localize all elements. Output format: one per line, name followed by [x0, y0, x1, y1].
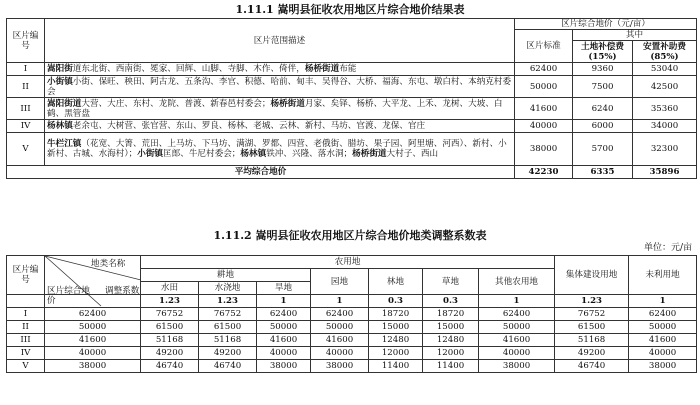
table-row — [7, 360, 697, 373]
t2-coef-blank — [7, 295, 45, 308]
t1-land-header — [573, 41, 633, 63]
zone-code: III — [7, 98, 45, 120]
resettlement-subsidy: 42500 — [633, 76, 697, 98]
zone-description — [45, 133, 515, 166]
adjusted-price: 50000 — [629, 321, 697, 334]
diag-top-label: 地类名称 — [91, 259, 126, 269]
adjusted-price: 62400 — [629, 308, 697, 321]
village-list: 月家、矣铎、杨桥、大平龙、上禾、龙树、大坡、白鹤、黑管盘 — [47, 98, 503, 119]
zone-description — [45, 98, 515, 120]
adjusted-price: 40000 — [311, 347, 369, 360]
adjusted-price: 62400 — [257, 308, 311, 321]
zone-description — [45, 120, 515, 133]
t1-std-header: 区片标准 — [515, 30, 573, 63]
t1-price-header: 区片综合地价（元/亩） — [515, 19, 697, 30]
adjustment-coefficient: 0.3 — [423, 295, 479, 308]
adjusted-price: 40000 — [629, 347, 697, 360]
adjustment-coefficient: 1.23 — [555, 295, 629, 308]
zone-code: V — [7, 360, 45, 373]
t2-grass-header: 草地 — [423, 269, 479, 295]
adjusted-price: 41600 — [629, 334, 697, 347]
t1-desc-header: 区片范围描述 — [45, 19, 515, 63]
adjusted-price: 41600 — [479, 334, 555, 347]
adjustment-coefficient: 1 — [479, 295, 555, 308]
table-row — [7, 347, 697, 360]
village-list: 大营、大庄、东村、龙院、普渡、新春邑村委会； — [81, 98, 271, 109]
resettlement-subsidy: 53040 — [633, 63, 697, 76]
village-list: 匡郎、牛尼村委会； — [163, 149, 241, 159]
adjusted-price: 49200 — [141, 347, 199, 360]
resettle-fee-label: 安置补助费 — [643, 41, 686, 52]
adjusted-price: 61500 — [141, 321, 199, 334]
t2-farm-header: 农用地 — [141, 256, 555, 269]
adjusted-price: 46740 — [141, 360, 199, 373]
adjusted-price: 46740 — [555, 360, 629, 373]
village-list: 大村子、西山 — [386, 149, 439, 159]
t2-forest-header: 林地 — [369, 269, 423, 295]
adjusted-price: 49200 — [555, 347, 629, 360]
adjusted-price: 40000 — [479, 347, 555, 360]
diag-mid-label: 调整系数 — [105, 286, 140, 296]
zone-standard-price: 50000 — [515, 76, 573, 98]
table-row — [7, 120, 697, 133]
zone-standard-price: 40000 — [515, 120, 573, 133]
adjusted-price: 12000 — [369, 347, 423, 360]
adjusted-price: 15000 — [369, 321, 423, 334]
adjusted-price: 18720 — [423, 308, 479, 321]
zone-price: 40000 — [45, 347, 141, 360]
land-fee-pct: (15%) — [588, 51, 617, 62]
table-row — [7, 133, 697, 166]
village-list: 道东北街、西南街、冕家、回辉、山脚、寺脚、木作、倚伴， — [72, 64, 305, 74]
district-name: 杨林镇 — [47, 121, 73, 131]
t1-avg-res: 35896 — [633, 166, 697, 179]
t1-avg-label: 平均综合地价 — [7, 166, 515, 179]
resettlement-subsidy: 34000 — [633, 120, 697, 133]
land-compensation: 6240 — [573, 98, 633, 120]
adjusted-price: 40000 — [257, 347, 311, 360]
zone-price: 50000 — [45, 321, 141, 334]
adjusted-price: 12000 — [423, 347, 479, 360]
zone-code: IV — [7, 120, 45, 133]
district-name: 杨桥街道 — [304, 64, 340, 74]
resettlement-subsidy: 32300 — [633, 133, 697, 166]
table-row — [7, 334, 697, 347]
adjusted-price: 11400 — [423, 360, 479, 373]
district-name: 牛栏江镇 — [47, 139, 82, 149]
t2-paddy-header: 水田 — [141, 282, 199, 295]
table1-title: 1.11.1 嵩明县征收农用地区片综合地价结果表 — [235, 3, 465, 16]
adjusted-price: 41600 — [257, 334, 311, 347]
adjusted-price: 12480 — [369, 334, 423, 347]
district-name: 杨林镇 — [240, 149, 267, 159]
zone-code: IV — [7, 347, 45, 360]
district-name: 嵩阳街道 — [47, 98, 82, 109]
zone-code: V — [7, 133, 45, 166]
adjusted-price: 12480 — [423, 334, 479, 347]
t2-garden-header: 园地 — [311, 269, 369, 295]
t1-sub-header: 其中 — [573, 30, 697, 41]
land-price-result-table — [6, 18, 697, 179]
adjusted-price: 51168 — [199, 334, 257, 347]
zone-price: 41600 — [45, 334, 141, 347]
zone-code: III — [7, 334, 45, 347]
adjustment-coefficient: 1.23 — [141, 295, 199, 308]
resettlement-subsidy: 35360 — [633, 98, 697, 120]
village-list: 老余屯、大树营、张官营、东山、罗良、杨林、老城、云林、新村、马坊、官渡、龙保、官庄 — [72, 121, 426, 131]
adjusted-price: 62400 — [311, 308, 369, 321]
land-compensation: 7500 — [573, 76, 633, 98]
table-row — [7, 76, 697, 98]
district-name: 嵩阳街 — [47, 64, 73, 74]
adjustment-coefficient: 1 — [629, 295, 697, 308]
zone-code: II — [7, 76, 45, 98]
t2-code-header: 区片编号 — [7, 256, 45, 295]
village-list: （花宽、大箐、荒田、上马坊、下马坊、满湖、罗都、四营、老俄街、腊坊、果子园、阿里塘、河西）、新村、小新村、古城、水海村）； — [47, 139, 507, 159]
resettle-fee-pct: (85%) — [650, 51, 679, 62]
district-name: 杨桥街道 — [270, 98, 305, 109]
zone-price: 62400 — [45, 308, 141, 321]
zone-code: I — [7, 63, 45, 76]
adjusted-price: 61500 — [555, 321, 629, 334]
adjusted-price: 76752 — [555, 308, 629, 321]
t2-diagonal-header — [45, 256, 141, 306]
adjustment-coefficient: 0.3 — [369, 295, 423, 308]
adjusted-price: 18720 — [369, 308, 423, 321]
adjusted-price: 15000 — [423, 321, 479, 334]
zone-description — [45, 76, 515, 98]
land-compensation: 6000 — [573, 120, 633, 133]
t2-irrigated-header: 水浇地 — [199, 282, 257, 295]
t2-unused-header: 未利用地 — [629, 256, 697, 295]
adjusted-price: 50000 — [479, 321, 555, 334]
zone-code: I — [7, 308, 45, 321]
adjusted-price: 76752 — [141, 308, 199, 321]
adjusted-price: 11400 — [369, 360, 423, 373]
t2-constr-header: 集体建设用地 — [555, 256, 629, 295]
zone-standard-price: 41600 — [515, 98, 573, 120]
table2-unit: 单位：元/亩 — [643, 243, 692, 253]
adjusted-price: 49200 — [199, 347, 257, 360]
t2-other-header: 其他农用地 — [479, 269, 555, 295]
adjusted-price: 51168 — [555, 334, 629, 347]
adjusted-price: 61500 — [199, 321, 257, 334]
diag-bot-label: 区片综合地价 — [47, 286, 90, 306]
table-row — [7, 98, 697, 120]
district-name: 小街镇 — [137, 149, 164, 159]
adjusted-price: 50000 — [311, 321, 369, 334]
t2-dry-header: 旱地 — [257, 282, 311, 295]
land-fee-label: 土地补偿费 — [581, 41, 624, 52]
village-list: 小街、保旺、秧田、阿古龙、五条沟、李官、积德、哈前、甸丰、吴得谷、大桥、福海、东屯、墩白村、本纳克村委会 — [47, 76, 512, 97]
adjusted-price: 46740 — [199, 360, 257, 373]
adjusted-price: 38000 — [479, 360, 555, 373]
zone-price: 38000 — [45, 360, 141, 373]
t1-res-header — [633, 41, 697, 63]
table-row — [7, 308, 697, 321]
zone-standard-price: 62400 — [515, 63, 573, 76]
adjusted-price: 51168 — [141, 334, 199, 347]
adjusted-price: 38000 — [257, 360, 311, 373]
land-compensation: 5700 — [573, 133, 633, 166]
land-compensation: 9360 — [573, 63, 633, 76]
adjustment-coefficient: 1 — [311, 295, 369, 308]
district-name: 杨桥街道 — [352, 149, 387, 159]
village-list: 铁冲、兴隆、落水洞； — [266, 149, 353, 159]
adjusted-price: 62400 — [479, 308, 555, 321]
adjusted-price: 76752 — [199, 308, 257, 321]
t1-avg-std: 42230 — [515, 166, 573, 179]
adjustment-coefficient: 1.23 — [199, 295, 257, 308]
table-row — [7, 63, 697, 76]
zone-description — [45, 63, 515, 76]
district-name: 小街镇 — [47, 76, 73, 87]
zone-code: II — [7, 321, 45, 334]
adjusted-price: 41600 — [311, 334, 369, 347]
village-list: 布能 — [339, 64, 357, 74]
zone-standard-price: 38000 — [515, 133, 573, 166]
t1-code-header: 区片编号 — [7, 19, 45, 63]
adjusted-price: 38000 — [311, 360, 369, 373]
table-row — [7, 321, 697, 334]
t2-arable-header: 耕地 — [141, 269, 311, 282]
table2-title: 1.11.2 嵩明县征收农用地区片综合地价地类调整系数表 — [213, 229, 487, 242]
adjusted-price: 50000 — [257, 321, 311, 334]
adjustment-coefficient: 1 — [257, 295, 311, 308]
t1-avg-land: 6335 — [573, 166, 633, 179]
adjustment-coefficient-table — [6, 255, 697, 373]
adjusted-price: 38000 — [629, 360, 697, 373]
